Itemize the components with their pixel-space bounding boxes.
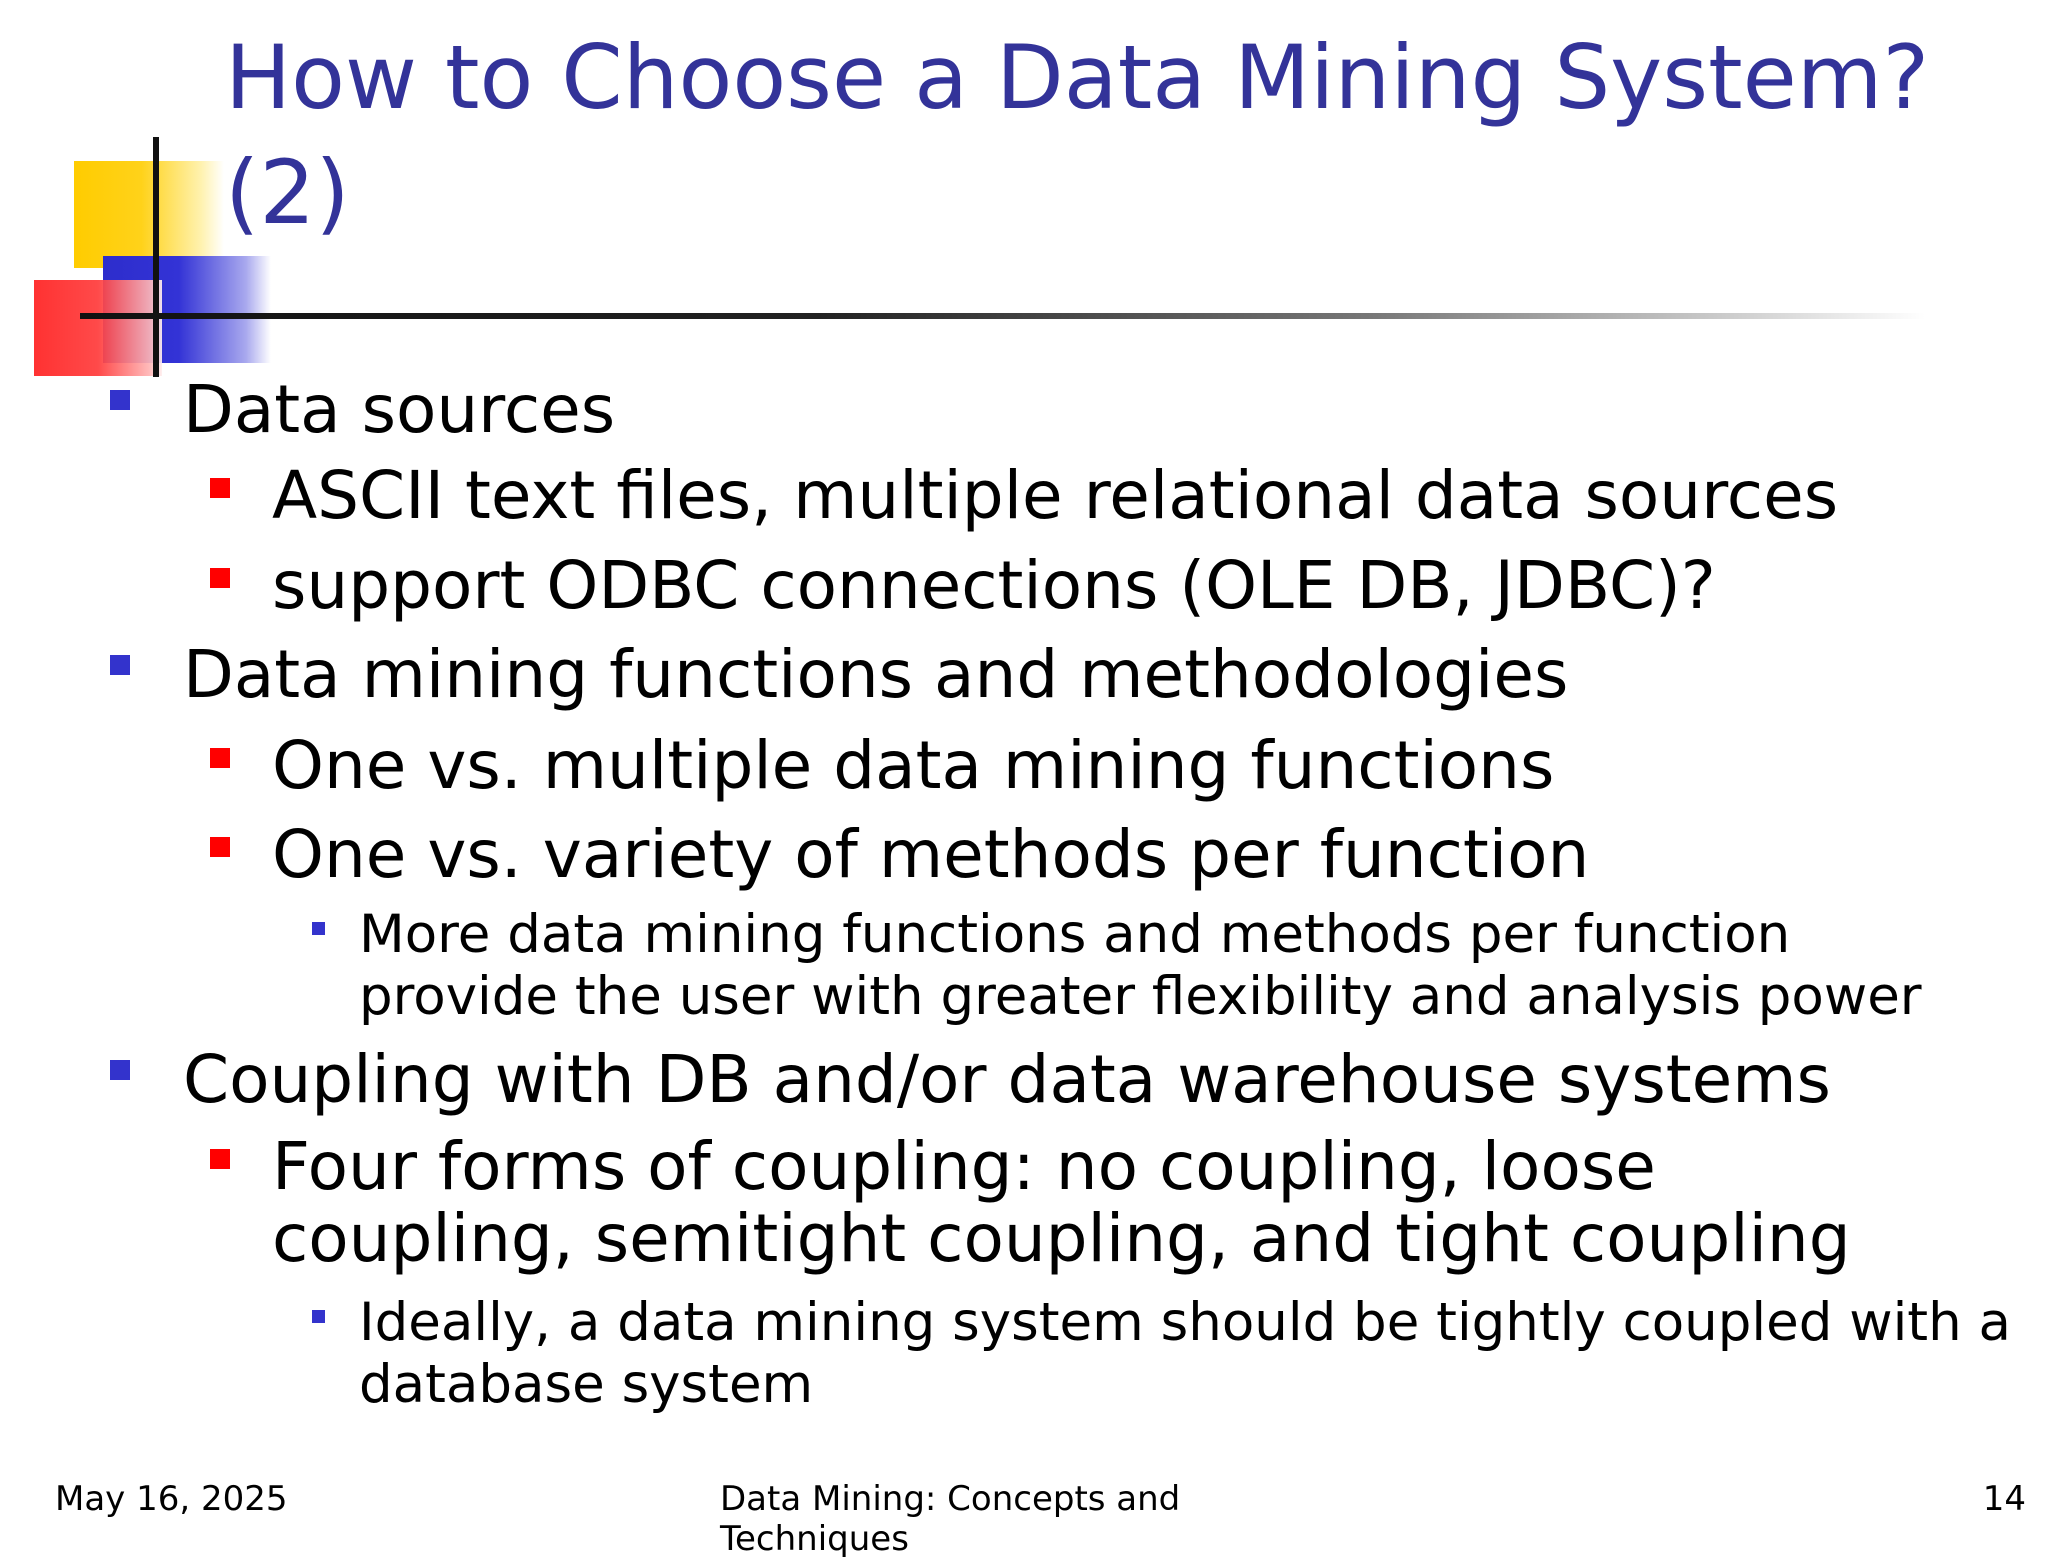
bullet-marker [210, 837, 230, 857]
bullet-text: Four forms of coupling: no coupling, loose coupling, semitight coupling, and tight coupling [272, 1128, 1851, 1277]
bullet-text: Data sources [183, 371, 616, 448]
bullet-marker [110, 655, 130, 675]
bullet-text: Coupling with DB and/or data warehouse systems [183, 1041, 1831, 1118]
bullet-text: support ODBC connections (OLE DB, JDBC)? [272, 547, 1716, 624]
bullet-text: Data mining functions and methodologies [183, 636, 1569, 713]
bullet-marker [110, 1060, 130, 1080]
bullet-text: Ideally, a data mining system should be tightly coupled with a database system [359, 1292, 2012, 1415]
bullet-marker [210, 1149, 230, 1169]
bullet-text: ASCII text files, multiple relational data sources [272, 457, 1839, 534]
bullet-marker [210, 748, 230, 768]
bullet-text: More data mining functions and methods per function provide the user with greater flexibility and analysis power [359, 904, 1922, 1027]
bullet-text: One vs. variety of methods per function [272, 816, 1590, 893]
bullet-marker [312, 922, 325, 935]
bullet-marker [110, 390, 130, 410]
bullet-text: One vs. multiple data mining functions [272, 727, 1555, 804]
footer-date: May 16, 2025 [55, 1479, 288, 1519]
bullet-marker [312, 1310, 325, 1323]
bullet-marker [210, 478, 230, 498]
slide-title: How to Choose a Data Mining System? (2) [225, 26, 1930, 244]
footer-title: Data Mining: Concepts and Techniques [720, 1479, 1181, 1559]
bullet-marker [210, 568, 230, 588]
page-number: 14 [1982, 1479, 2026, 1519]
